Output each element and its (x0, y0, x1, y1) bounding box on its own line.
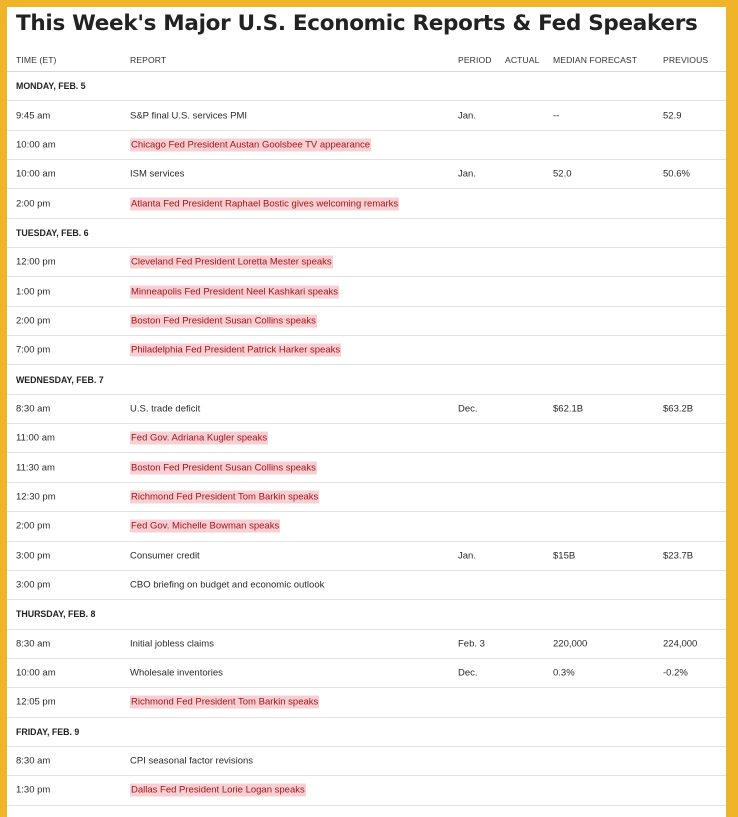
fed-speaker-event: Cleveland Fed President Loretta Mester speaks (131, 256, 332, 268)
cell-previous: 52.9 (663, 110, 682, 122)
cell-previous: $23.7B (663, 550, 694, 562)
cell-report: Wholesale inventories (130, 667, 223, 679)
economic-calendar-table (7, 48, 726, 806)
fed-speaker-event: Richmond Fed President Tom Barkin speaks (131, 696, 319, 708)
fed-speaker-event: Philadelphia Fed President Patrick Harker speaks (131, 344, 341, 356)
column-header-actual: ACTUAL (505, 54, 540, 65)
cell-previous: $63.2B (663, 403, 694, 415)
table-row (7, 659, 726, 688)
table-row (7, 542, 726, 571)
cell-time: 8:30 am (16, 403, 51, 415)
table-row (7, 277, 726, 306)
cell-time: 3:00 pm (16, 550, 51, 562)
cell-time: 12:05 pm (16, 696, 56, 708)
cell-time: 1:30 pm (16, 784, 51, 796)
cell-median-forecast: 0.3% (553, 667, 575, 679)
page-title: This Week's Major U.S. Economic Reports & Fed Speakers (16, 11, 698, 36)
fed-speaker-event: Fed Gov. Michelle Bowman speaks (131, 520, 280, 532)
table-row (7, 160, 726, 189)
column-header-previous: PREVIOUS (663, 54, 709, 65)
fed-speaker-event: Dallas Fed President Lorie Logan speaks (131, 784, 305, 796)
fed-speaker-event: Boston Fed President Susan Collins speaks (131, 462, 316, 474)
cell-median-forecast: -- (553, 110, 560, 122)
table-row (7, 688, 726, 717)
cell-previous: 224,000 (663, 638, 698, 650)
cell-time: 8:30 am (16, 638, 51, 650)
table-row (7, 248, 726, 277)
day-label: FRIDAY, FEB. 9 (16, 726, 80, 737)
fed-speaker-event: Atlanta Fed President Raphael Bostic gives welcoming remarks (131, 198, 399, 210)
cell-time: 2:00 pm (16, 520, 51, 532)
day-label: THURSDAY, FEB. 8 (16, 609, 96, 620)
cell-period: Dec. (458, 403, 478, 415)
cell-time: 2:00 pm (16, 315, 51, 327)
cell-median-forecast: 220,000 (553, 638, 588, 650)
table-row (7, 571, 726, 600)
cell-previous: -0.2% (663, 667, 688, 679)
column-header-median-forecast: MEDIAN FORECAST (553, 54, 638, 65)
cell-period: Feb. 3 (458, 638, 485, 650)
table-row (7, 483, 726, 512)
fed-speaker-event: Chicago Fed President Austan Goolsbee TV appearance (131, 139, 371, 151)
fed-speaker-event: Minneapolis Fed President Neel Kashkari speaks (131, 286, 338, 298)
cell-time: 12:00 pm (16, 256, 56, 268)
table-row (7, 630, 726, 659)
cell-report: U.S. trade deficit (130, 403, 201, 415)
fed-speaker-event: Boston Fed President Susan Collins speaks (131, 315, 316, 327)
cell-time: 9:45 am (16, 110, 51, 122)
table-row (7, 395, 726, 424)
cell-time: 8:30 am (16, 755, 51, 767)
fed-speaker-event: Fed Gov. Adriana Kugler speaks (131, 432, 268, 444)
cell-median-forecast: $15B (553, 550, 576, 562)
table-header (7, 48, 726, 72)
day-header-row (7, 718, 726, 747)
table-row (7, 424, 726, 453)
cell-median-forecast: $62.1B (553, 403, 584, 415)
table-row (7, 512, 726, 541)
article-frame (7, 7, 726, 817)
cell-median-forecast: 52.0 (553, 168, 572, 180)
cell-report: Consumer credit (130, 550, 200, 562)
day-header-row (7, 600, 726, 629)
day-header-row (7, 365, 726, 394)
table-row (7, 131, 726, 160)
cell-time: 10:00 am (16, 667, 56, 679)
cell-time: 10:00 am (16, 168, 56, 180)
table-body (7, 72, 726, 806)
cell-time: 12:30 pm (16, 491, 56, 503)
table-row (7, 336, 726, 365)
fed-speaker-event: Richmond Fed President Tom Barkin speaks (131, 491, 319, 503)
column-header-time: TIME (ET) (16, 54, 57, 65)
table-row (7, 307, 726, 336)
table-row (7, 747, 726, 776)
cell-period: Jan. (458, 110, 476, 122)
cell-time: 7:00 pm (16, 344, 51, 356)
column-header-report: REPORT (130, 54, 167, 65)
table-row (7, 453, 726, 482)
cell-report: CBO briefing on budget and economic outlook (130, 579, 325, 591)
cell-time: 11:30 am (16, 462, 55, 474)
cell-report: Initial jobless claims (130, 638, 214, 650)
cell-report: CPI seasonal factor revisions (130, 755, 254, 767)
day-header-row (7, 72, 726, 101)
cell-time: 3:00 pm (16, 579, 51, 591)
cell-period: Dec. (458, 667, 478, 679)
cell-period: Jan. (458, 168, 476, 180)
cell-time: 11:00 am (16, 432, 55, 444)
cell-time: 2:00 pm (16, 198, 51, 210)
day-label: WEDNESDAY, FEB. 7 (16, 374, 104, 385)
cell-report: S&P final U.S. services PMI (130, 110, 248, 122)
cell-time: 10:00 am (16, 139, 56, 151)
cell-previous: 50.6% (663, 168, 690, 180)
cell-report: ISM services (130, 168, 185, 180)
cell-time: 1:00 pm (16, 286, 51, 298)
table-row (7, 776, 726, 805)
cell-period: Jan. (458, 550, 476, 562)
day-label: TUESDAY, FEB. 6 (16, 227, 89, 238)
day-header-row (7, 219, 726, 248)
column-header-period: PERIOD (458, 54, 492, 65)
table-row (7, 101, 726, 130)
day-label: MONDAY, FEB. 5 (16, 81, 86, 92)
table-row (7, 189, 726, 218)
